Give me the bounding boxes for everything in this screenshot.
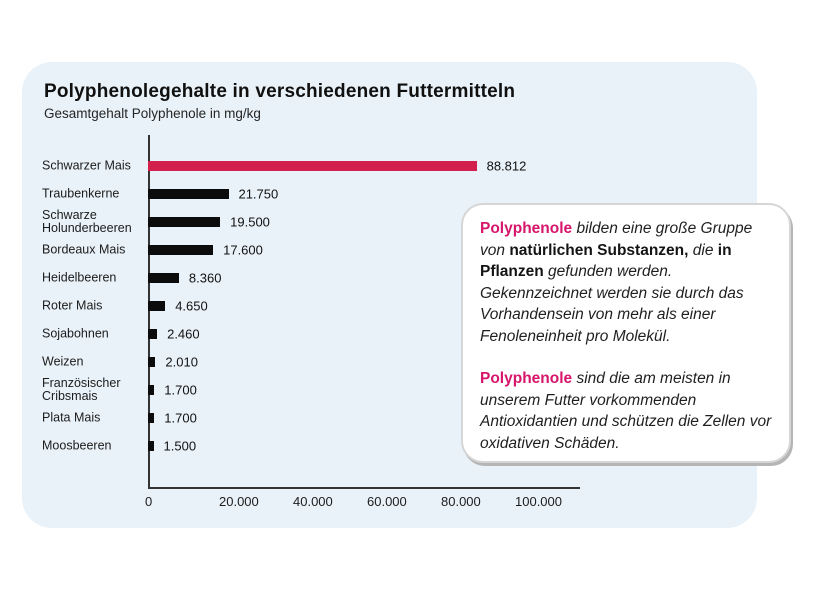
x-tick-label: 80.000: [441, 494, 481, 509]
info-text-segment: Polyphenole: [480, 370, 573, 387]
category-label: Heidelbeeren: [42, 270, 117, 285]
category-label: Schwarzer Mais: [42, 158, 131, 173]
info-box: [461, 203, 791, 463]
info-text-segment: gefunden werden. Gekennzeichnet werden sie durch das Vorhandensein von mehr als einer Fenoleneinheit pro Molekül.: [480, 263, 744, 345]
x-tick-label: 0: [145, 494, 153, 509]
bar-value-label: 2.010: [165, 354, 198, 370]
bar-value-label: 8.360: [188, 270, 222, 286]
x-tick-label: 60.000: [367, 494, 407, 509]
info-paragraph: [480, 218, 773, 347]
info-text-segment: in Pflanzen: [480, 241, 732, 280]
x-tick-label: 40.000: [293, 494, 333, 509]
category-label: Schwarze Holunderbeeren: [42, 208, 132, 235]
category-label: Plata Mais: [42, 410, 101, 425]
page-title: Polyphenolegehalte in verschiedenen Futtermitteln: [44, 81, 516, 102]
category-label: Weizen: [42, 354, 84, 369]
category-label: Bordeaux Mais: [42, 242, 126, 257]
info-text-segment: Polyphenole: [480, 220, 573, 237]
x-tick-label: 20.000: [219, 494, 259, 509]
bar-value-label: 4.650: [175, 298, 208, 314]
bar-value-label: 19.500: [230, 214, 270, 230]
bar-value-label: 17.600: [223, 242, 263, 258]
info-text-segment: bilden eine große Gruppe von: [480, 220, 753, 259]
info-text-segment: natürlichen Substanzen,: [509, 241, 689, 259]
bar-value-label: 2.460: [167, 326, 200, 342]
bar-value-label: 21.750: [238, 186, 279, 202]
category-label: Traubenkerne: [42, 186, 120, 201]
bar-value-label: 1.700: [164, 382, 197, 398]
bar-value-label: 1.500: [163, 438, 197, 454]
info-text-segment: sind die am meisten in unserem Futter vorkommenden Antioxidantien und schützen die Zellen vor oxidativen Schäden.: [480, 370, 772, 452]
category-label: Französischer Cribsmais: [42, 376, 121, 403]
category-label: Moosbeeren: [42, 438, 112, 453]
category-label: Sojabohnen: [42, 326, 109, 341]
info-paragraph: [480, 368, 773, 454]
bar-value-label: 88.812: [486, 158, 527, 174]
info-text-segment: die: [688, 241, 718, 259]
category-label: Roter Mais: [42, 298, 103, 313]
bar-value-label: 1.700: [164, 410, 197, 426]
x-tick-label: 100.000: [515, 494, 562, 509]
page-subtitle: Gesamtgehalt Polyphenole in mg/kg: [44, 106, 261, 121]
